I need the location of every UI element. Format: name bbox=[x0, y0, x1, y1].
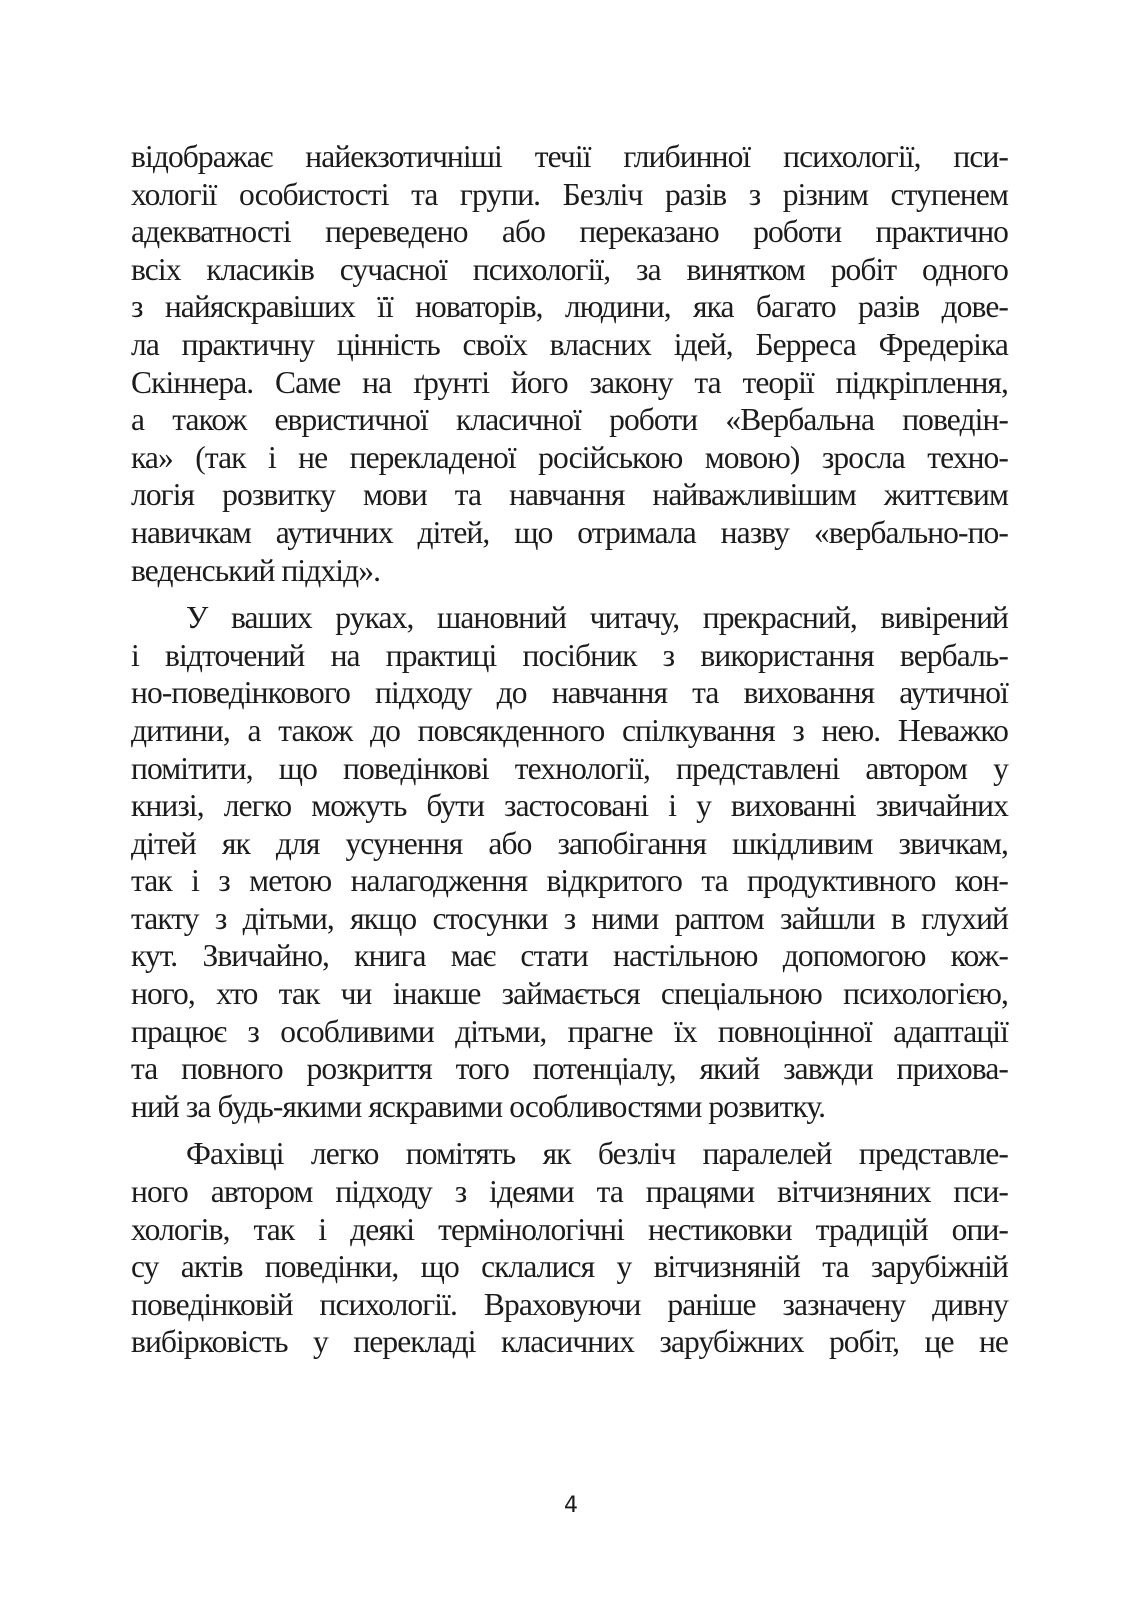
text-line: книзі, легко можуть бути застосовані і у вихованні звичайних bbox=[131, 788, 1008, 824]
text-line: ла практичну цінність своїх власних ідей, Берреса Фредеріка bbox=[131, 326, 1008, 362]
text-line: такту з дітьми, якщо стосунки з ними раптом зайшли в глухий bbox=[131, 900, 1008, 936]
text-line: Фахівці легко помітять як безліч паралелей представле- bbox=[186, 1136, 1008, 1172]
text-line: хологів, так і деякі термінологічні нестиковки традицій опи- bbox=[131, 1211, 1008, 1247]
text-line: кут. Звичайно, книга має стати настільною допомогою кож- bbox=[131, 938, 1008, 974]
text-line: поведінковій психології. Враховуючи раніше зазначену дивну bbox=[131, 1286, 1008, 1322]
text-line: помітити, що поведінкові технології, представлені автором у bbox=[131, 750, 1008, 786]
text-line: ного автором підходу з ідеями та працями вітчизняних пси- bbox=[131, 1174, 1008, 1210]
text-line: так і з метою налагодження відкритого та продуктивного кон- bbox=[131, 863, 1008, 899]
text-line: відображає найекзотичніші течії глибинної психології, пси- bbox=[131, 139, 1008, 174]
text-line: та повного розкриття того потенціалу, який завжди прихова- bbox=[131, 1051, 1008, 1087]
text-line: но-поведінкового підходу до навчання та виховання аутичної bbox=[131, 675, 1008, 711]
text-line: вибірковість у перекладі класичних зарубіжних робіт, це не bbox=[131, 1324, 1008, 1360]
paragraph-1 bbox=[131, 138, 1008, 589]
text-line: всіх класиків сучасної психології, за винятком робіт одного bbox=[131, 251, 1008, 287]
text-line: з найяскравіших її новаторів, людини, яка багато разів дове- bbox=[131, 289, 1008, 325]
text-line: У ваших руках, шановний читачу, прекрасний, вивірений bbox=[186, 600, 1008, 636]
text-line: Скіннера. Саме на ґрунті його закону та теорії підкріплення, bbox=[131, 364, 1008, 400]
text-line: і відточений на практиці посібник з використання вербаль- bbox=[131, 637, 1008, 673]
text-line: хології особистості та групи. Безліч разів з різним ступенем bbox=[131, 176, 1008, 212]
paragraph-2 bbox=[131, 599, 1008, 1125]
text-line: су актів поведінки, що склалися у вітчизняній та зарубіжній bbox=[131, 1249, 1008, 1285]
page-number: 4 bbox=[564, 1493, 578, 1518]
text-line: ного, хто так чи інакше займається спеціальною психологією, bbox=[131, 976, 1008, 1012]
text-line: ка» (так і не перекладеної російською мовою) зросла техно- bbox=[131, 439, 1008, 475]
text-line: адекватності переведено або переказано роботи практично bbox=[131, 214, 1008, 250]
text-line: навичкам аутичних дітей, що отримала назву «вербально-по- bbox=[131, 514, 1008, 550]
text-line: а також евристичної класичної роботи «Вербальна поведін- bbox=[131, 402, 1008, 438]
body-text bbox=[131, 138, 1008, 1361]
text-line: логія розвитку мови та навчання найважливішим життєвим bbox=[131, 477, 1008, 513]
text-line: ний за будь-якими яскравими особливостями розвитку. bbox=[131, 1088, 826, 1124]
text-line: веденський підхід». bbox=[131, 552, 381, 588]
text-line: дітей як для усунення або запобігання шкідливим звичкам, bbox=[131, 825, 1008, 861]
text-line: працює з особливими дітьми, прагне їх повноцінної адаптації bbox=[131, 1013, 1008, 1049]
paragraph-3 bbox=[131, 1135, 1008, 1361]
text-line: дитини, а також до повсякденного спілкування з нею. Неважко bbox=[131, 712, 1008, 748]
